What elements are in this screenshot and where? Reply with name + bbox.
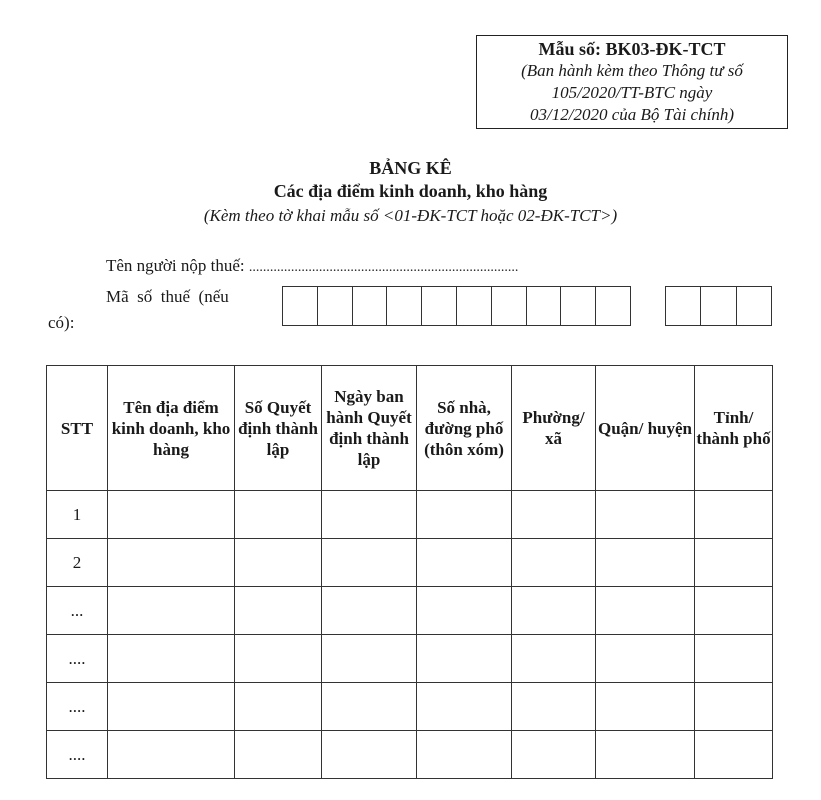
- tax-code-digit-box[interactable]: [561, 287, 596, 325]
- cell-province[interactable]: [695, 587, 773, 635]
- cell-location-name[interactable]: [108, 683, 235, 731]
- cell-district[interactable]: [596, 731, 695, 779]
- taxpayer-name-field[interactable]: .............................................................................: [248, 260, 519, 275]
- cell-district[interactable]: [596, 539, 695, 587]
- cell-ward[interactable]: [512, 683, 596, 731]
- cell-district[interactable]: [596, 635, 695, 683]
- cell-decision-date[interactable]: [322, 491, 417, 539]
- row-stt: ....: [47, 683, 108, 731]
- form-issuance-line2: 105/2020/TT-BTC ngày: [551, 83, 713, 102]
- cell-location-name[interactable]: [108, 539, 235, 587]
- cell-street-address[interactable]: [417, 491, 512, 539]
- cell-decision-number[interactable]: [235, 635, 322, 683]
- row-stt: ...: [47, 587, 108, 635]
- col-header-street-address: Số nhà, đường phố (thôn xóm): [417, 366, 512, 491]
- tax-code-digit-box[interactable]: [283, 287, 318, 325]
- cell-ward[interactable]: [512, 731, 596, 779]
- col-header-district: Quận/ huyện: [596, 366, 695, 491]
- taxpayer-name-label: Tên người nộp thuế:: [106, 256, 245, 275]
- tax-code-branch-box[interactable]: [666, 287, 701, 325]
- document-title: BẢNG KÊ: [369, 158, 452, 178]
- tax-code-branch-box[interactable]: [737, 287, 771, 325]
- cell-decision-date[interactable]: [322, 539, 417, 587]
- col-header-location-name: Tên địa điểm kinh doanh, kho hàng: [108, 366, 235, 491]
- row-stt: 1: [47, 491, 108, 539]
- cell-street-address[interactable]: [417, 587, 512, 635]
- tax-code-label: Mã số thuế (nếu: [106, 287, 229, 306]
- cell-location-name[interactable]: [108, 587, 235, 635]
- col-header-province: Tỉnh/ thành phố: [695, 366, 773, 491]
- form-issuance-line3: 03/12/2020 của Bộ Tài chính): [530, 105, 734, 124]
- table-row: [47, 635, 773, 683]
- cell-province[interactable]: [695, 539, 773, 587]
- form-code-box: [476, 35, 788, 129]
- cell-decision-date[interactable]: [322, 731, 417, 779]
- form-code: Mẫu số: BK03-ĐK-TCT: [538, 39, 726, 59]
- cell-decision-date[interactable]: [322, 683, 417, 731]
- cell-province[interactable]: [695, 491, 773, 539]
- col-header-stt: STT: [47, 366, 108, 491]
- row-stt: ....: [47, 731, 108, 779]
- table-header-row: [47, 366, 773, 491]
- tax-code-branch-box[interactable]: [701, 287, 736, 325]
- form-issuance-line1: (Ban hành kèm theo Thông tư số: [521, 61, 743, 80]
- cell-decision-number[interactable]: [235, 731, 322, 779]
- table-row: [47, 683, 773, 731]
- tax-code-digit-box[interactable]: [318, 287, 353, 325]
- document-note: (Kèm theo tờ khai mẫu số <01-ĐK-TCT hoặc 02-ĐK-TCT>): [203, 206, 618, 225]
- cell-decision-number[interactable]: [235, 491, 322, 539]
- document-subtitle: Các địa điểm kinh doanh, kho hàng: [273, 181, 548, 201]
- cell-province[interactable]: [695, 635, 773, 683]
- cell-location-name[interactable]: [108, 635, 235, 683]
- cell-location-name[interactable]: [108, 491, 235, 539]
- table-row: [47, 491, 773, 539]
- cell-district[interactable]: [596, 587, 695, 635]
- cell-street-address[interactable]: [417, 539, 512, 587]
- col-header-decision-number: Số Quyết định thành lập: [235, 366, 322, 491]
- cell-ward[interactable]: [512, 635, 596, 683]
- tax-code-digit-box[interactable]: [527, 287, 562, 325]
- row-stt: 2: [47, 539, 108, 587]
- tax-code-branch-boxes[interactable]: [665, 286, 772, 326]
- tax-code-digit-box[interactable]: [387, 287, 422, 325]
- cell-district[interactable]: [596, 491, 695, 539]
- cell-ward[interactable]: [512, 539, 596, 587]
- col-header-decision-date: Ngày ban hành Quyết định thành lập: [322, 366, 417, 491]
- table-row: [47, 587, 773, 635]
- cell-ward[interactable]: [512, 587, 596, 635]
- cell-street-address[interactable]: [417, 731, 512, 779]
- tax-code-main-boxes[interactable]: [282, 286, 631, 326]
- cell-ward[interactable]: [512, 491, 596, 539]
- cell-decision-date[interactable]: [322, 587, 417, 635]
- cell-decision-date[interactable]: [322, 635, 417, 683]
- tax-code-digit-box[interactable]: [422, 287, 457, 325]
- cell-decision-number[interactable]: [235, 539, 322, 587]
- tax-code-digit-box[interactable]: [492, 287, 527, 325]
- cell-decision-number[interactable]: [235, 587, 322, 635]
- cell-province[interactable]: [695, 683, 773, 731]
- cell-street-address[interactable]: [417, 635, 512, 683]
- taxpayer-name-row: [106, 256, 518, 276]
- cell-location-name[interactable]: [108, 731, 235, 779]
- tax-code-digit-box[interactable]: [596, 287, 630, 325]
- cell-decision-number[interactable]: [235, 683, 322, 731]
- tax-code-label-cont: có):: [48, 313, 75, 332]
- tax-code-digit-box[interactable]: [353, 287, 388, 325]
- locations-table: [46, 365, 773, 779]
- col-header-ward: Phường/ xã: [512, 366, 596, 491]
- table-row: [47, 539, 773, 587]
- tax-code-digit-box[interactable]: [457, 287, 492, 325]
- table-row: [47, 731, 773, 779]
- cell-province[interactable]: [695, 731, 773, 779]
- cell-street-address[interactable]: [417, 683, 512, 731]
- row-stt: ....: [47, 635, 108, 683]
- cell-district[interactable]: [596, 683, 695, 731]
